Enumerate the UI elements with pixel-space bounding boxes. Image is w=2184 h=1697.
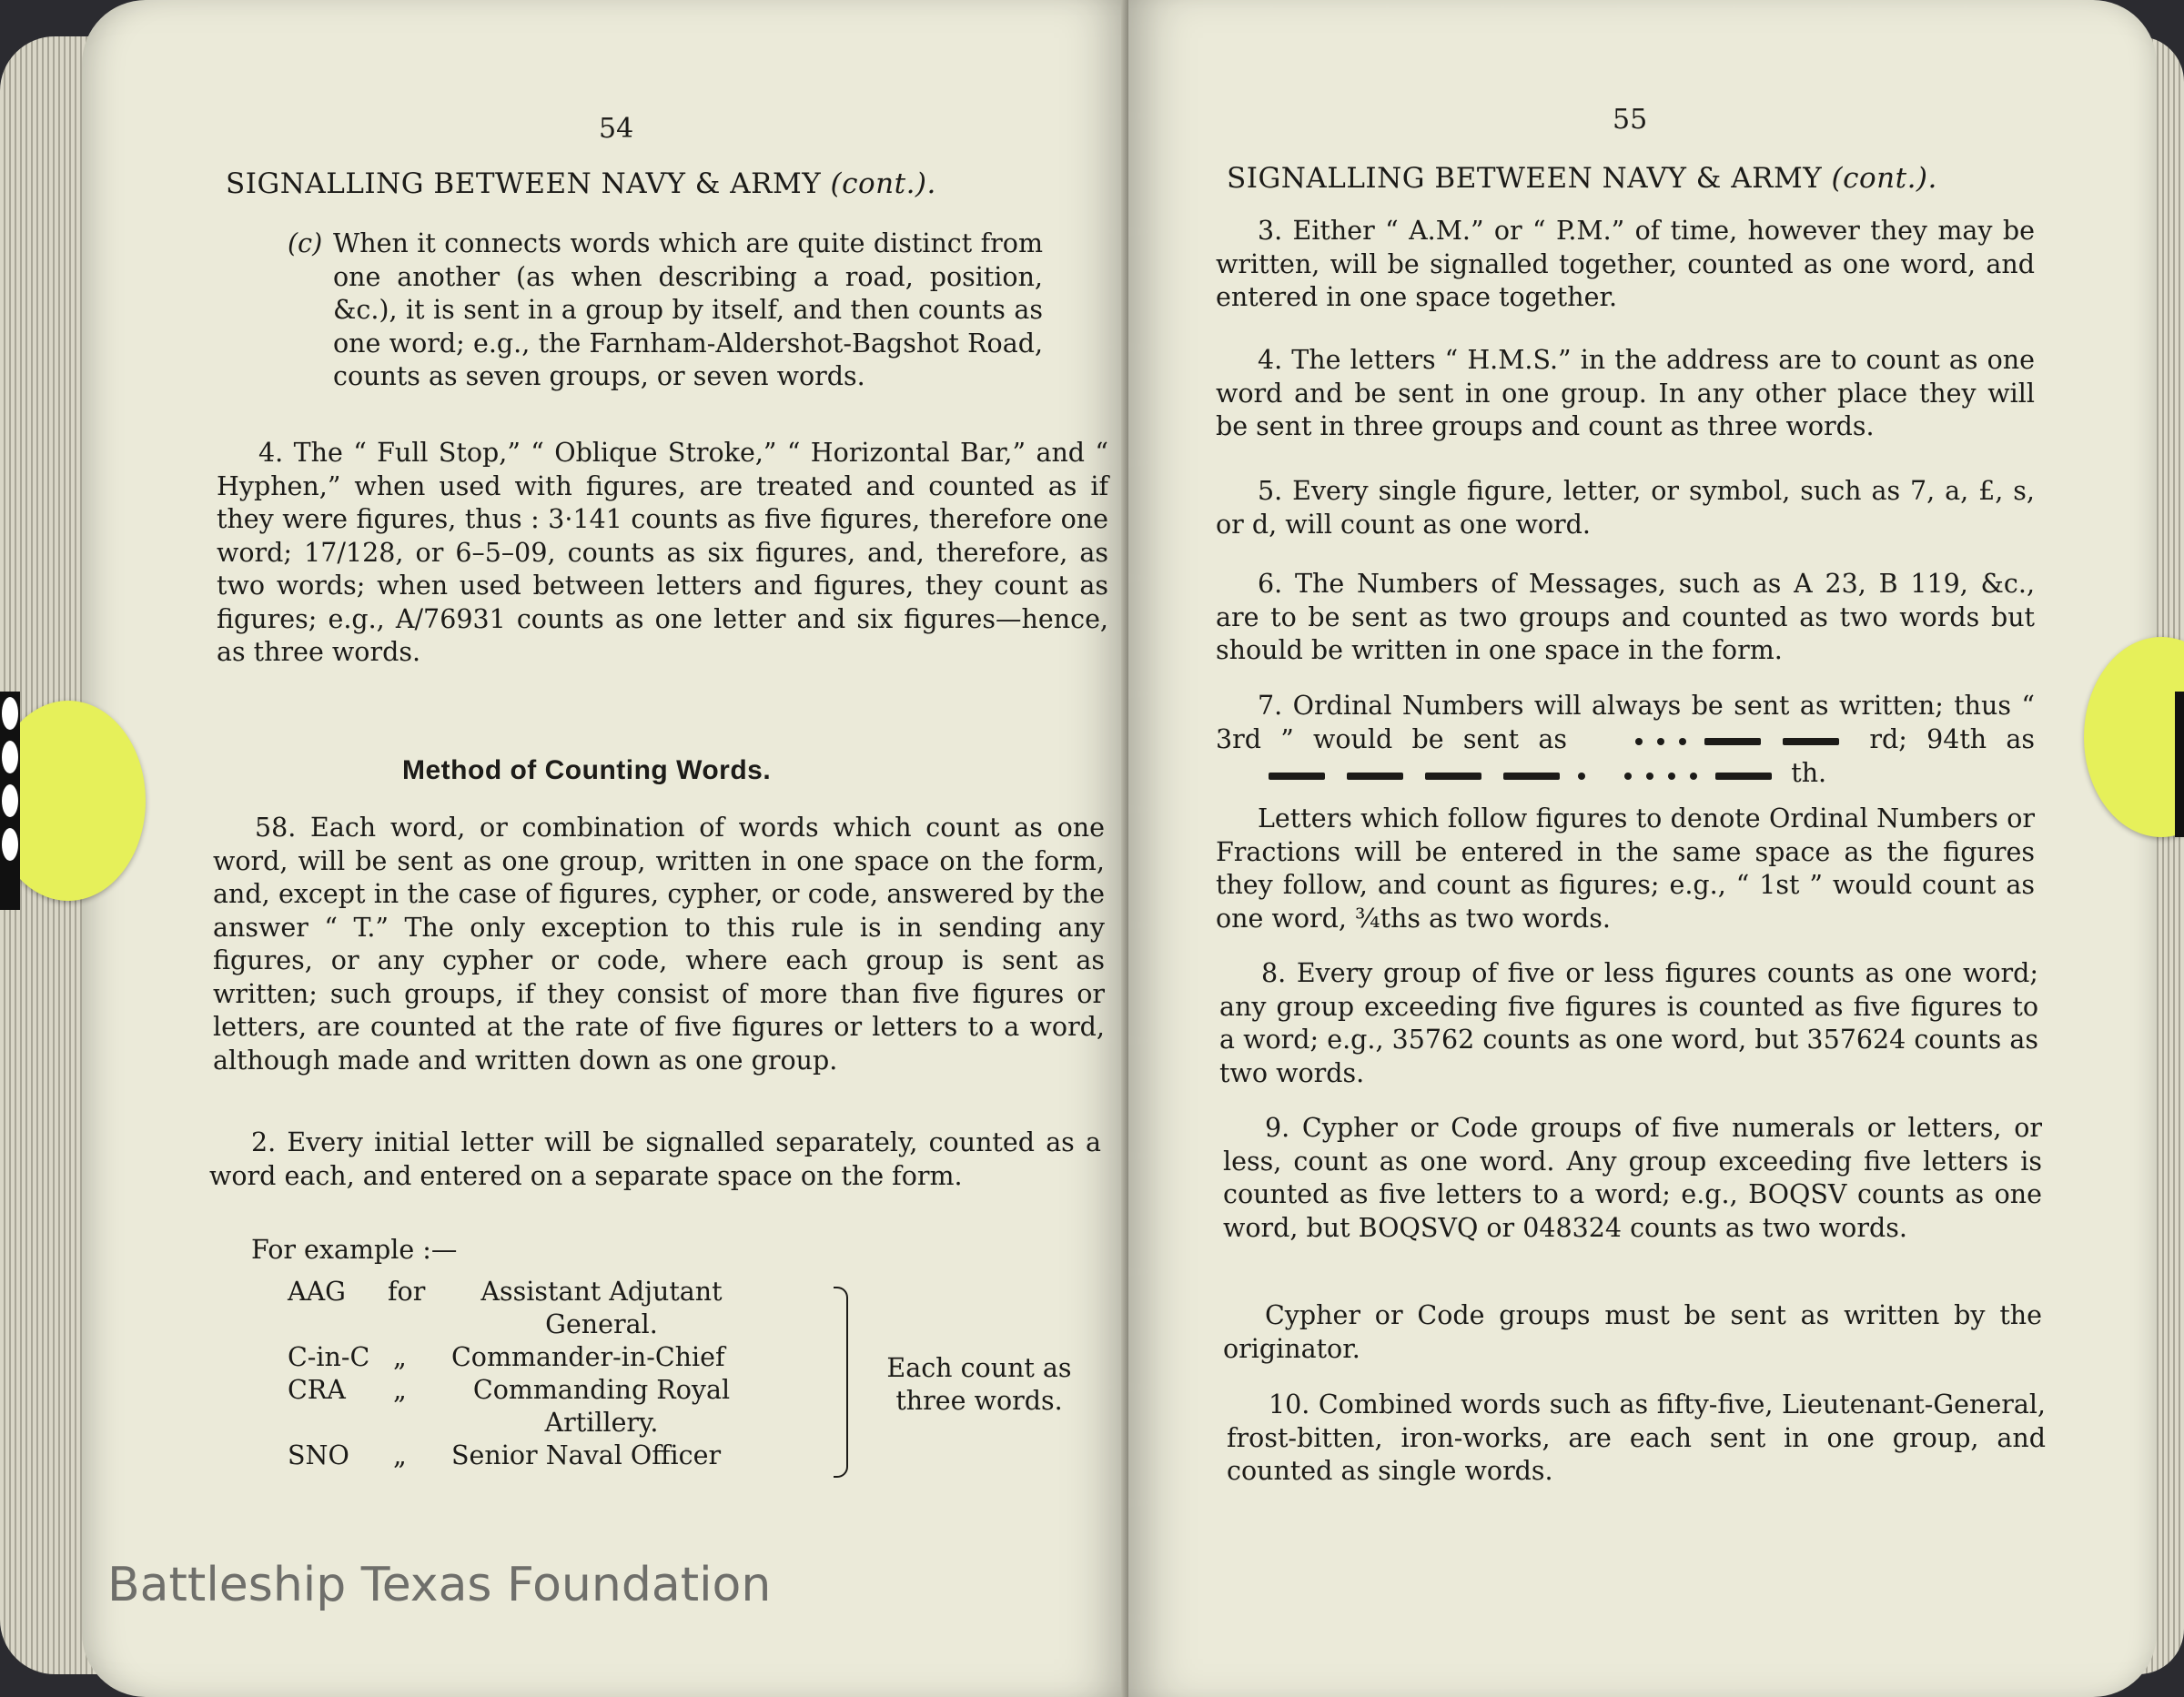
section-subheading: Method of Counting Words. [402,755,772,785]
watermark: Battleship Texas Foundation [107,1558,772,1612]
example-abbr: CRA [288,1375,346,1405]
example-mark: „ [393,1375,407,1405]
morse-94 [1216,759,1783,793]
para-6: 6. The Numbers of Messages, such as A 23, B 119, &c., are to be sent as two groups and counted as two words but should be written in one space in the form. [1216,569,2035,665]
para-c-label: (c) [288,228,323,258]
para-4: 4. The “ Full Stop,” “ Oblique Stroke,” “ Horizontal Bar,” and “ Hyphen,” when used with figures, are treated and counted as if they were figures, thus : 3·141 counts as five figures, therefore one word; 17/128, or 6–5–09, counts as six figures, and, therefore, as two words; when used between letters and figures, they count as figures; e.g., A/76931 counts as one letter and six figures—hence, as three words. [217,438,1108,667]
page-heading [226,167,936,200]
examples-note: Each count as three words. [886,1353,1072,1416]
tab-strip [2175,692,2184,837]
example-abbr: AAG [288,1277,346,1307]
example-meaning: Commanding Royal Artillery. [472,1375,731,1438]
para-7-text: rd; 94th as [1869,723,2035,754]
heading-text: SIGNALLING BETWEEN NAVY & ARMY [1227,162,1823,195]
example-mark: „ [393,1342,407,1372]
para-10: 10. Combined words such as fifty-five, Lieutenant-General, frost-bitten, iron-works, are each sent in one group, and counted as single words. [1227,1389,2046,1486]
heading-text: SIGNALLING BETWEEN NAVY & ARMY [226,167,822,200]
para-7-note: Letters which follow figures to denote Ordinal Numbers or Fractions will be entered in the same space as the figures they follow, and count as figures; e.g., “ 1st ” would count as one word, ¾ths as two words. [1216,803,2035,934]
page-number: 55 [1613,104,1648,136]
tab-dots [2,697,20,872]
right-page [1128,0,2157,1697]
morse-3 [1586,724,1850,758]
page-heading [1227,162,1937,195]
example-abbr: C-in-C [288,1342,370,1372]
example-meaning: Assistant Adjutant General. [480,1277,723,1339]
example-intro: For example :— [251,1235,458,1265]
page-number: 54 [599,113,634,145]
heading-cont: (cont.). [830,167,936,200]
para-4: 4. The letters “ H.M.S.” in the address are to count as one word and be sent in one group. In any other place they will be sent in three groups and count as three words. [1216,345,2035,441]
examples-table [288,1276,1107,1494]
para-9-note: Cypher or Code groups must be sent as written by the originator. [1223,1300,2042,1364]
brace [834,1287,848,1478]
example-meaning: Commander-in-Chief [451,1342,725,1372]
para-2: 2. Every initial letter will be signalled separately, counted as a word each, and entered on a separate space on the form. [209,1127,1101,1191]
example-mark: „ [393,1440,407,1470]
para-58: 58. Each word, or combination of words which count as one word, will be sent as one group, written in one space on the form, and, except in the case of figures, cypher, or code, answered by the answer “ T.” The only exception to this rule is in sending any figures, or any cypher or code, where each group is sent as written; such groups, if they consist of more than five figures or letters, are counted at the rate of five figures or letters to a word, although made and written down as one group. [213,813,1105,1076]
para-5: 5. Every single figure, letter, or symbol, such as 7, a, £, s, or d, will count as one word. [1216,476,2035,540]
example-meaning: Senior Naval Officer [451,1440,722,1470]
left-page [82,0,1128,1697]
para-8: 8. Every group of five or less figures counts as one word; any group exceeding five figures is counted as five figures to a word; e.g., 35762 counts as one word, but 357624 counts as two words. [1219,958,2038,1088]
para-7-text: th. [1791,758,1827,789]
heading-cont: (cont.). [1831,162,1937,195]
example-mark: for [388,1277,426,1307]
para-7-text: 7. Ordinal Numbers will always be sent as written; thus “ 3rd ” would be sent as [1216,691,2035,754]
para-3: 3. Either “ A.M.” or “ P.M.” of time, however they may be written, will be signalled together, counted as one word, and entered in one space together. [1216,216,2035,312]
example-abbr: SNO [288,1440,349,1470]
para-9: 9. Cypher or Code groups of five numerals or letters, or less, count as one word. Any group exceeding five letters is counted as five letters to a word; e.g., BOQSV counts as one word, but BOQSVQ or 048324 counts as two words. [1223,1113,2042,1243]
para-7 [1216,690,2035,792]
para-c: When it connects words which are quite distinct from one another (as when describing a road, position, &c.), it is sent in a group by itself, and then counts as one word; e.g., the Farnham-Aldershot-Bagshot Road, counts as seven groups, or seven words. [333,228,1043,391]
